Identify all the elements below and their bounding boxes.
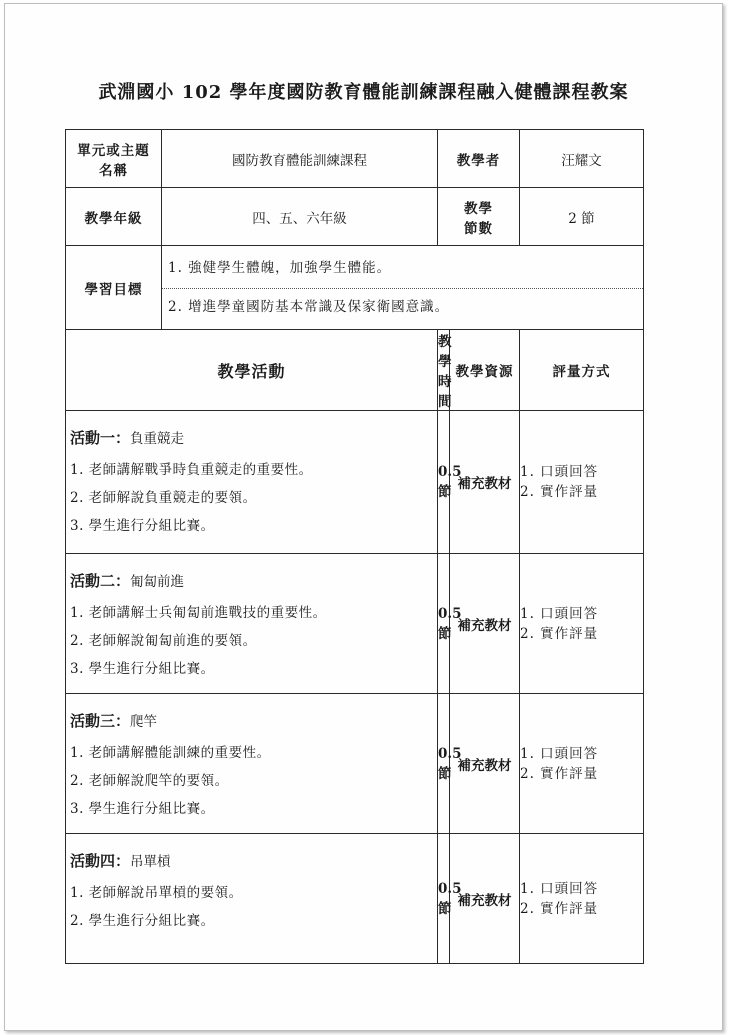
- activity-time: 0.5 節: [438, 554, 450, 694]
- activity-step: 3. 學生進行分組比賽。: [70, 661, 215, 677]
- activity-name: 負重競走: [130, 431, 185, 447]
- periods-label-cell: [438, 188, 520, 246]
- activity-cell: [66, 554, 438, 694]
- activity-label: 活動四：: [70, 852, 131, 870]
- activity-step: 1. 老師講解體能訓練的重要性。: [70, 745, 271, 761]
- goal-1: 1. 強健學生體魄，加強學生體能。: [168, 260, 392, 276]
- unit-label-cell: [66, 130, 162, 188]
- teacher-value: 汪耀文: [520, 130, 644, 188]
- activity-time: 0.5 節: [438, 411, 450, 554]
- unit-label-line1: 單元或主題: [77, 142, 150, 159]
- activity-resource: 補充教材: [450, 411, 520, 554]
- goals-cell: [162, 246, 644, 330]
- periods-label-line2: 節數: [464, 220, 493, 237]
- activity-step: 3. 學生進行分組比賽。: [70, 801, 215, 817]
- goals-label: 學習目標: [66, 246, 162, 330]
- document-title: 武淵國小 102 學年度國防教育體能訓練課程融入健體課程教案: [98, 82, 629, 103]
- unit-value: 國防教育體能訓練課程: [162, 130, 438, 188]
- evaluation-item: 1. 口頭回答: [520, 605, 599, 622]
- activity-header-row: [66, 330, 644, 411]
- unit-row: [66, 130, 644, 188]
- activity-title: [70, 427, 437, 448]
- activity-step: 2. 老師解說爬竿的要領。: [70, 773, 229, 789]
- activity-resource: 補充教材: [450, 554, 520, 694]
- goal-2: 2. 增進學童國防基本常識及保家衛國意識。: [162, 288, 643, 327]
- evaluation-item: 1. 口頭回答: [520, 880, 599, 897]
- activity-row: [66, 694, 644, 834]
- unit-label-line2: 名稱: [99, 162, 128, 179]
- grade-label: 教學年級: [66, 188, 162, 246]
- activity-name: 爬竿: [130, 714, 158, 730]
- activity-title: [70, 570, 437, 591]
- header-activity: 教學活動: [66, 330, 438, 411]
- activity-step: 1. 老師講解士兵匍匐前進戰技的重要性。: [70, 605, 327, 621]
- teacher-label: 教學者: [438, 130, 520, 188]
- activity-evaluation: [520, 411, 644, 554]
- activity-cell: [66, 834, 438, 964]
- activity-resource: 補充教材: [450, 694, 520, 834]
- activity-evaluation: [520, 834, 644, 964]
- periods-value: 2 節: [520, 188, 644, 246]
- evaluation-item: 2. 實作評量: [520, 900, 599, 917]
- evaluation-item: 2. 實作評量: [520, 484, 599, 500]
- evaluation-item: 2. 實作評量: [520, 625, 599, 642]
- activity-time: 0.5 節: [438, 694, 450, 834]
- evaluation-item: 1. 口頭回答: [520, 464, 599, 480]
- activity-time: 0.5 節: [438, 834, 450, 964]
- grade-value: 四、五、六年級: [162, 188, 438, 246]
- activity-evaluation: [520, 694, 644, 834]
- activity-label: 活動三：: [70, 712, 131, 730]
- evaluation-item: 2. 實作評量: [520, 765, 599, 782]
- activity-step: 1. 老師講解戰爭時負重競走的重要性。: [70, 462, 313, 478]
- lesson-plan-table: [65, 129, 644, 964]
- activity-cell: [66, 694, 438, 834]
- goals-row: [66, 246, 644, 330]
- evaluation-item: 1. 口頭回答: [520, 745, 599, 762]
- activity-resource: 補充教材: [450, 834, 520, 964]
- activity-step: 1. 老師解說吊單槓的要領。: [70, 885, 243, 901]
- activity-cell: [66, 411, 438, 554]
- activity-row: [66, 834, 644, 964]
- activity-evaluation: [520, 554, 644, 694]
- activity-step: 2. 學生進行分組比賽。: [70, 913, 215, 929]
- activity-row: [66, 554, 644, 694]
- activity-step: 2. 老師解說匍匐前進的要領。: [70, 633, 257, 649]
- activity-name: 匍匐前進: [130, 574, 185, 590]
- periods-label-line1: 教學: [464, 200, 493, 217]
- activity-step: 2. 老師解說負重競走的要領。: [70, 490, 257, 506]
- header-evaluation: 評量方式: [520, 330, 644, 411]
- activity-name: 吊單槓: [130, 854, 171, 870]
- activity-step: 3. 學生進行分組比賽。: [70, 518, 215, 534]
- activity-label: 活動一：: [70, 429, 131, 447]
- activity-row: [66, 411, 644, 554]
- activity-label: 活動二：: [70, 572, 131, 590]
- document-page: [4, 3, 723, 1031]
- header-resource: 教學資源: [450, 330, 520, 411]
- grade-row: [66, 188, 644, 246]
- activity-title: [70, 850, 437, 871]
- activity-title: [70, 710, 437, 731]
- header-time: 教學時間: [438, 330, 450, 411]
